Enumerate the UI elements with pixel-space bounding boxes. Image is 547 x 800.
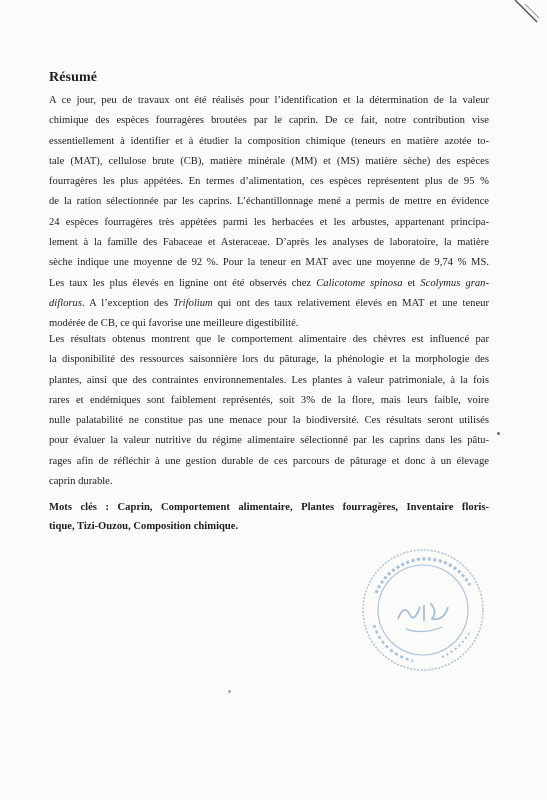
scan-speck [497, 432, 500, 435]
keywords [49, 498, 489, 536]
scan-speck [228, 690, 231, 693]
text-line: essentiellement à identifier et à étudier la composition chimique (teneurs en matière azotée to- [49, 135, 489, 147]
abstract-paragraph-1 [49, 91, 489, 335]
corner-fold-mark [509, 0, 539, 30]
species-name: Scolymus gran- [420, 277, 489, 289]
text-line: lement à la famille des Fabaceae et Asteraceae. D’après les analyses de laboratoire, la matière [49, 237, 489, 249]
text-run: Les taux les plus élevés en lignine ont été observés chez [49, 277, 317, 289]
text-line: la disponibilité des ressources saisonnière lors du pâturage, la phénologie et la morphologie des [49, 354, 489, 366]
keywords-line: Mots clés : Caprin, Comportement alimentaire, Plantes fourragères, Inventaire floris- [49, 502, 489, 513]
text-line: rages afin de réfléchir à une gestion durable de ces parcours de pâturage et donc à un élevage [49, 455, 489, 467]
text-line [49, 294, 489, 314]
text-line: chimique des espèces fourragères broutées par le caprin. De ce fait, notre contribution vise [49, 115, 489, 127]
abstract-paragraph-2 [49, 330, 489, 492]
text-line: tale (MAT), cellulose brute (CB), matière minérale (MM) et (MS) matière sèche) des espèces [49, 155, 489, 167]
abstract-title: Résumé [49, 70, 98, 85]
text-run: . A l’exception des [81, 297, 174, 309]
text-line: caprin durable. [49, 476, 113, 488]
species-name: Calicotome spinosa [316, 277, 403, 289]
text-line: modérée de CB, ce qui favorise une meilleure digestibilité. [49, 318, 299, 330]
text-line: de la ration sélectionnée par les caprins. L’échantillonnage mené a permis de mettre en évidence [49, 196, 489, 208]
text-line: nulle palatabilité ne constitue pas une menace pour la biodiversité. Ces résultats seront utilisés [49, 415, 489, 427]
text-run: et [402, 277, 421, 289]
text-line: fourragères les plus appétées. En termes d’alimentation, ces espèces représentent plus de 95 % [49, 176, 489, 188]
text-line: Les résultats obtenus montrent que le comportement alimentaire des chèvres est influencé par [49, 334, 489, 345]
text-line: sèche indique une moyenne de 92 %. Pour la teneur en MAT avec une moyenne de 9,74 % MS. [49, 257, 489, 269]
text-line: 24 espèces fourragères très appétées parmi les herbacées et les arbustes, appartenant principa- [49, 216, 489, 228]
text-line [49, 274, 489, 294]
text-run: qui ont des taux relativement élevés en MAT et une teneur [212, 297, 489, 309]
keywords-line: tique, Tizi-Ouzou, Composition chimique. [49, 521, 239, 532]
text-line: pour évaluer la valeur nutritive du régime alimentaire sélectionné par les caprins dans les pâtu- [49, 435, 489, 447]
text-line: rares et endémiques sont faiblement représentés, soit 3% de la flore, mais leurs faible, voire [49, 394, 489, 406]
text-line: A ce jour, peu de travaux ont été réalisés pour l’identification et la détermination de la valeur [49, 95, 489, 106]
text-line: plantes, ainsi que des contraintes environnementales. Les plantes à valeur patrimoniale, à la fois [49, 374, 489, 386]
genus-name: Trifolium [173, 297, 213, 309]
species-name: diflorus [49, 297, 82, 309]
library-stamp [358, 545, 488, 675]
